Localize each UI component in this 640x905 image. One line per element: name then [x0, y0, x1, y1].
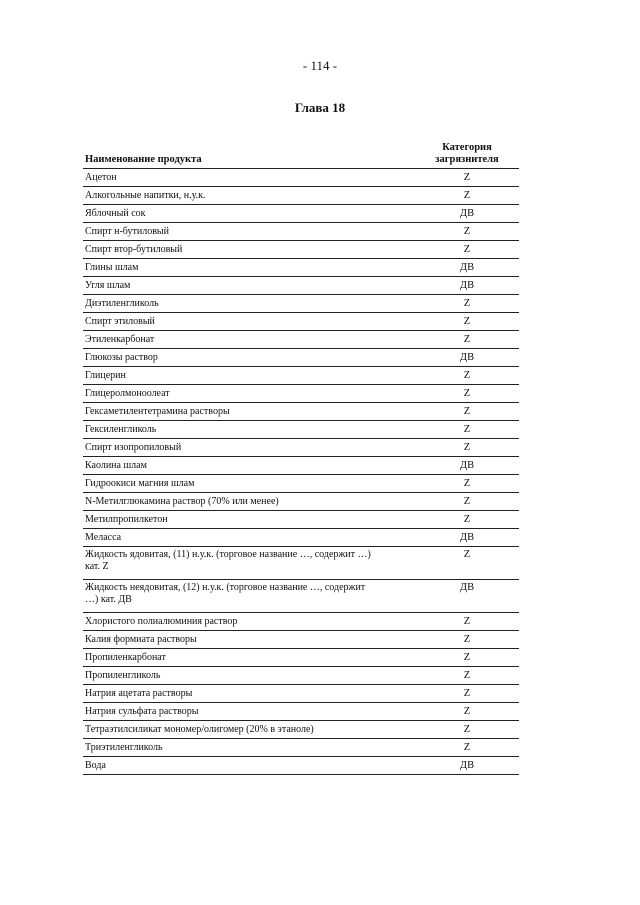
table-row — [83, 169, 519, 187]
pollution-category-cell: Z — [375, 313, 519, 331]
table-row — [83, 613, 519, 631]
product-name-cell: Жидкость неядовитая, (12) н.у.к. (торговое название …, содержит …) кат. ДВ — [83, 580, 375, 613]
table-row — [83, 529, 519, 547]
pollution-category-cell: Z — [375, 295, 519, 313]
table-row — [83, 367, 519, 385]
table-row — [83, 313, 519, 331]
product-name-cell: Глины шлам — [83, 259, 375, 277]
product-name-cell: Тетраэтилсиликат мономер/олигомер (20% в этаноле) — [83, 721, 375, 739]
table-row — [83, 721, 519, 739]
table-row — [83, 667, 519, 685]
product-name-cell: Жидкость ядовитая, (11) н.у.к. (торговое название …, содержит …) кат. Z — [83, 547, 375, 580]
table-row — [83, 493, 519, 511]
product-name-cell: Диэтиленгликоль — [83, 295, 375, 313]
product-name-cell: Натрия сульфата растворы — [83, 703, 375, 721]
pollution-category-cell: ДВ — [375, 259, 519, 277]
product-name-cell: Калия формиата растворы — [83, 631, 375, 649]
product-name-cell: Каолина шлам — [83, 457, 375, 475]
product-name-cell: Ацетон — [83, 169, 375, 187]
table-row — [83, 295, 519, 313]
table-row — [83, 277, 519, 295]
table-row — [83, 739, 519, 757]
product-name-cell: Гексаметилентетрамина растворы — [83, 403, 375, 421]
pollution-category-cell: Z — [375, 439, 519, 457]
table-row — [83, 331, 519, 349]
page-number: - 114 - — [302, 58, 338, 73]
pollution-category-cell: Z — [375, 385, 519, 403]
pollution-category-cell: ДВ — [375, 580, 519, 613]
pollution-category-cell: Z — [375, 649, 519, 667]
product-name-cell: Меласса — [83, 529, 375, 547]
table-row — [83, 205, 519, 223]
table-row — [83, 403, 519, 421]
product-table — [83, 142, 519, 775]
pollution-category-cell: Z — [375, 511, 519, 529]
table-row — [83, 349, 519, 367]
pollution-category-cell: Z — [375, 187, 519, 205]
pollution-category-cell: Z — [375, 223, 519, 241]
table-row — [83, 547, 519, 580]
product-name-cell: Триэтиленгликоль — [83, 739, 375, 757]
table-row — [83, 757, 519, 775]
table-row — [83, 421, 519, 439]
product-name-cell: Угля шлам — [83, 277, 375, 295]
table-row — [83, 457, 519, 475]
pollution-category-cell: Z — [375, 169, 519, 187]
product-name-cell: Спирт втор-бутиловый — [83, 241, 375, 259]
table-row — [83, 187, 519, 205]
pollution-category-cell: ДВ — [375, 205, 519, 223]
product-name-cell: Спирт н-бутиловый — [83, 223, 375, 241]
product-name-cell: Спирт этиловый — [83, 313, 375, 331]
table-row — [83, 439, 519, 457]
pollution-category-cell: Z — [375, 475, 519, 493]
product-name-cell: Яблочный сок — [83, 205, 375, 223]
product-name-cell: Глицерин — [83, 367, 375, 385]
product-name-cell: Гексиленгликоль — [83, 421, 375, 439]
pollution-category-cell: Z — [375, 367, 519, 385]
pollution-category-cell: ДВ — [375, 757, 519, 775]
table-row — [83, 241, 519, 259]
product-name-cell: Натрия ацетата растворы — [83, 685, 375, 703]
pollution-category-cell: Z — [375, 613, 519, 631]
pollution-category-cell: Z — [375, 721, 519, 739]
product-name-cell: Глюкозы раствор — [83, 349, 375, 367]
pollution-category-cell: ДВ — [375, 277, 519, 295]
pollution-category-cell: Z — [375, 493, 519, 511]
table-body — [83, 169, 519, 775]
product-name-cell: Гидроокиси магния шлам — [83, 475, 375, 493]
pollution-category-cell: Z — [375, 403, 519, 421]
product-name-cell: Метилпропилкетон — [83, 511, 375, 529]
pollution-category-cell: ДВ — [375, 349, 519, 367]
product-name-cell: Вода — [83, 757, 375, 775]
product-name-cell: Алкогольные напитки, н.у.к. — [83, 187, 375, 205]
table-row — [83, 703, 519, 721]
table-row — [83, 511, 519, 529]
pollution-category-cell: Z — [375, 547, 519, 580]
pollution-category-cell: Z — [375, 703, 519, 721]
product-column-header: Наименование продукта — [83, 142, 375, 169]
pollution-category-cell: Z — [375, 331, 519, 349]
table-row — [83, 475, 519, 493]
product-name-cell: Глицеролмоноолеат — [83, 385, 375, 403]
pollution-category-cell: Z — [375, 685, 519, 703]
chapter-title: Глава 18 — [294, 100, 346, 115]
table-row — [83, 685, 519, 703]
pollution-category-cell: ДВ — [375, 529, 519, 547]
pollution-category-cell: Z — [375, 667, 519, 685]
product-name-cell: Этиленкарбонат — [83, 331, 375, 349]
product-name-cell: Пропиленгликоль — [83, 667, 375, 685]
table-header-row — [83, 142, 519, 169]
pollution-category-cell: Z — [375, 739, 519, 757]
pollution-category-cell: Z — [375, 421, 519, 439]
product-name-cell: Пропиленкарбонат — [83, 649, 375, 667]
pollution-category-cell: Z — [375, 241, 519, 259]
table-row — [83, 649, 519, 667]
product-name-cell: Спирт изопропиловый — [83, 439, 375, 457]
table-row — [83, 259, 519, 277]
table-row — [83, 385, 519, 403]
pollution-category-cell: ДВ — [375, 457, 519, 475]
table-row — [83, 223, 519, 241]
category-column-header: Категория загрязнителя — [375, 142, 519, 169]
product-name-cell: Хлористого полиалюминия раствор — [83, 613, 375, 631]
table-row — [83, 580, 519, 613]
table-row — [83, 631, 519, 649]
pollution-category-cell: Z — [375, 631, 519, 649]
product-name-cell: N-Метилглюкамина раствор (70% или менее) — [83, 493, 375, 511]
